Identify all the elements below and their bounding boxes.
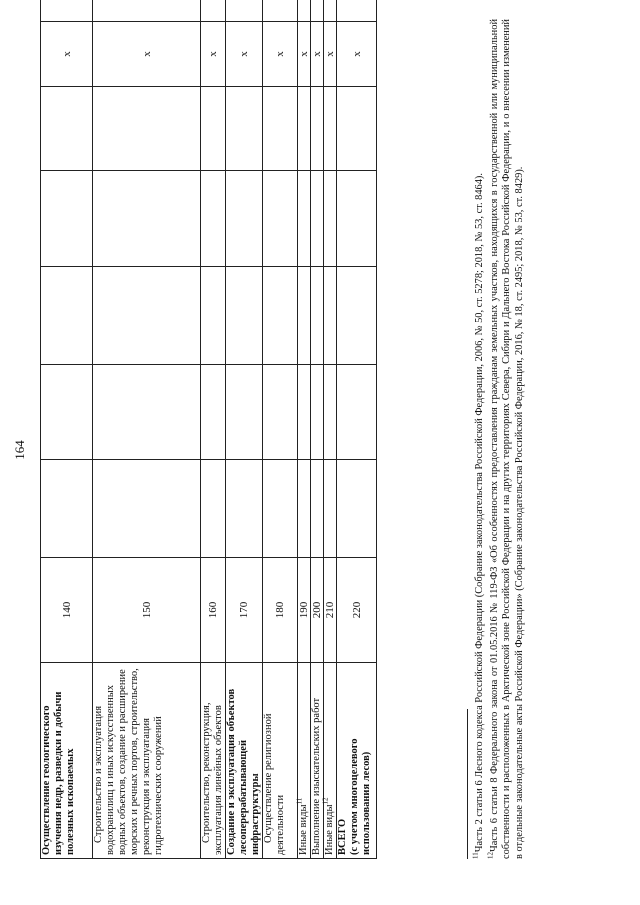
empty-cell [93, 365, 201, 460]
row-label [311, 663, 324, 859]
empty-cell [41, 171, 93, 267]
empty-cell [263, 267, 298, 365]
empty-cell [298, 87, 311, 171]
cell-mark: х [263, 22, 298, 87]
empty-cell [93, 171, 201, 267]
empty-cell [337, 267, 377, 365]
footnote-number: 12 [486, 852, 495, 859]
empty-cell [324, 365, 337, 460]
footnote-text: Часть 6 статьи 8 Федерального закона от 01.05.2016 № 119-ФЗ «Об особенностях предоставления гражданам земельных участков, находящихся в государственной или муниципальной собственности и расположенных в Арктической зоне Российской Федерации и на других территориях Севера, Сибири и Дальнего Востока Российской Федерации, и о внесении изменений в отдельные законодательные акты Российской Федерации» (Собрание законодательства Российской Федерации, 2016, № 18, ст. 2495; 2018, № 53, ст. 8429). [488, 19, 525, 859]
cell-mark: х [201, 22, 226, 87]
row-label-text: Осуществление геологического изучения недр, разведки и добычи полезных ископаемых [41, 691, 76, 855]
empty-cell [201, 171, 226, 267]
row-code: 180 [263, 558, 298, 663]
cell-mark [41, 0, 93, 22]
row-label-text: Строительство и эксплуатация водохранилищ и иных искусственных водных объектов, создание и расширение морских и речных портов, строительство, реконструкция и эксплуатация гидротехнических сооружений [93, 668, 164, 855]
empty-cell [298, 460, 311, 558]
empty-cell [263, 87, 298, 171]
empty-cell [324, 460, 337, 558]
cell-mark [93, 0, 201, 22]
empty-cell [263, 365, 298, 460]
table-row [201, 0, 226, 859]
row-label-text: ВСЕГО [337, 818, 348, 855]
footnotes [471, 19, 528, 859]
cell-mark: х [324, 22, 337, 87]
table-row [324, 0, 337, 859]
row-code: 200 [311, 558, 324, 663]
table-row [41, 0, 93, 859]
table-row [93, 0, 201, 859]
empty-cell [226, 365, 263, 460]
empty-cell [311, 365, 324, 460]
empty-cell [337, 460, 377, 558]
footnote [486, 19, 527, 859]
row-code: 190 [298, 558, 311, 663]
row-code: 160 [201, 558, 226, 663]
row-label-text: Строительство, реконструкция, эксплуатация линейных объектов [201, 702, 224, 855]
cell-mark: х [337, 22, 377, 87]
cell-mark [324, 0, 337, 22]
empty-cell [311, 267, 324, 365]
row-code: 150 [93, 558, 201, 663]
cell-mark: х [226, 22, 263, 87]
empty-cell [201, 365, 226, 460]
empty-cell [201, 460, 226, 558]
row-label [93, 663, 201, 859]
table-row [311, 0, 324, 859]
empty-cell [41, 87, 93, 171]
table-row [337, 0, 377, 859]
cell-mark: х [298, 22, 311, 87]
row-label-text: Иные виды [324, 804, 335, 855]
table-row [263, 0, 298, 859]
empty-cell [311, 460, 324, 558]
cell-mark [226, 0, 263, 22]
row-code: 220 [337, 558, 377, 663]
row-label-text: Иные виды [298, 804, 309, 855]
empty-cell [226, 171, 263, 267]
cell-mark: х [41, 22, 93, 87]
row-label [321, 663, 337, 859]
row-label-note: (с учетом многоцелевого использования лесов) [349, 738, 372, 855]
row-code: 170 [226, 558, 263, 663]
row-label [201, 663, 226, 859]
row-label [263, 663, 298, 859]
row-code: 140 [41, 558, 93, 663]
empty-cell [226, 87, 263, 171]
empty-cell [311, 87, 324, 171]
empty-cell [263, 460, 298, 558]
empty-cell [298, 267, 311, 365]
empty-cell [337, 87, 377, 171]
empty-cell [263, 171, 298, 267]
row-label-text: Выполнение изыскательских работ [311, 697, 322, 855]
footnote-text: Часть 2 статьи 6 Лесного кодекса Российской Федерации (Собрание законодательства Российской Федерации, 2006, № 50, ст. 5278; 2018, № 53, ст. 8464). [474, 173, 485, 853]
empty-cell [226, 460, 263, 558]
empty-cell [93, 267, 201, 365]
cell-mark [298, 0, 311, 22]
cell-mark [311, 0, 324, 22]
cell-mark [201, 0, 226, 22]
empty-cell [41, 460, 93, 558]
empty-cell [298, 365, 311, 460]
footnote-ref: 12 [321, 797, 330, 805]
empty-cell [298, 171, 311, 267]
footnote-ref: 11 [295, 797, 304, 805]
empty-cell [324, 267, 337, 365]
page-number: 164 [12, 440, 27, 460]
empty-cell [337, 171, 377, 267]
footnote-number: 11 [471, 852, 480, 859]
empty-cell [324, 171, 337, 267]
table-row [226, 0, 263, 859]
empty-cell [201, 267, 226, 365]
cell-mark: х [311, 22, 324, 87]
footnote [471, 19, 487, 859]
cell-mark: х [93, 22, 201, 87]
empty-cell [311, 171, 324, 267]
empty-cell [337, 365, 377, 460]
data-table [40, 0, 377, 859]
empty-cell [93, 87, 201, 171]
row-label [295, 663, 311, 859]
row-label [41, 663, 93, 859]
row-label [337, 663, 377, 859]
empty-cell [324, 87, 337, 171]
cell-mark [337, 0, 377, 22]
row-code: 210 [324, 558, 337, 663]
empty-cell [41, 267, 93, 365]
footnote-separator [467, 709, 468, 859]
cell-mark [263, 0, 298, 22]
empty-cell [41, 365, 93, 460]
row-label [226, 663, 263, 859]
table-row [298, 0, 311, 859]
empty-cell [226, 267, 263, 365]
row-label-text: Осуществление религиозной деятельности [263, 713, 286, 855]
empty-cell [93, 460, 201, 558]
empty-cell [201, 87, 226, 171]
row-label-text: Создание и эксплуатация объектов лесоперерабатывающей инфраструктуры [226, 688, 261, 855]
